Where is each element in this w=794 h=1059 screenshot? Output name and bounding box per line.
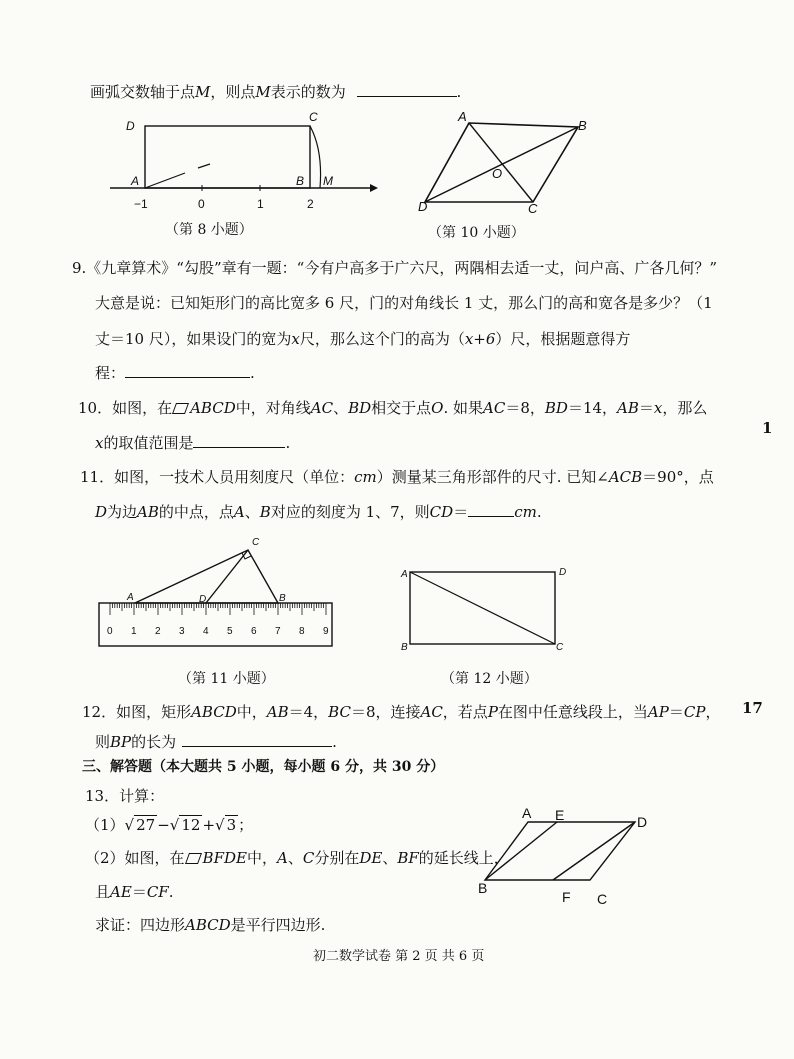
q13-text: ＝: [131, 883, 147, 901]
q12-text: 中，: [236, 703, 267, 721]
q10-answer-blank[interactable]: [193, 432, 285, 448]
label-c: C: [528, 201, 538, 216]
ruler-label: 5: [227, 626, 233, 637]
q8-answer-blank[interactable]: [357, 81, 457, 97]
label-a: A: [131, 174, 140, 188]
q13-text: 分别在: [314, 849, 360, 867]
label-c: C: [597, 891, 608, 907]
q11-text: 、: [244, 503, 260, 521]
parallelogram-abcd: [485, 822, 635, 880]
q10-text: ，那么: [662, 399, 708, 417]
var-x: x: [95, 434, 104, 452]
q10-text: ＝14，: [567, 399, 618, 417]
label-c: C: [252, 537, 260, 548]
q12-text: ＝8，连接: [350, 703, 421, 721]
q10-text: 中，对角线: [235, 399, 311, 417]
segment-df: [553, 822, 635, 880]
q11-text: 11．如图，一技术人员用刻度尺（单位：: [80, 468, 355, 486]
operator: −: [157, 816, 170, 834]
var: CD: [429, 503, 454, 521]
q13-line3: [95, 882, 174, 902]
var: ABCD: [191, 703, 237, 721]
label-d: D: [637, 814, 648, 830]
margin-mark: 17: [742, 699, 763, 717]
figure-10: [415, 110, 605, 215]
figure-13: [470, 800, 670, 910]
var: AE: [110, 883, 132, 901]
label-b: B: [296, 174, 305, 188]
q9-answer-blank[interactable]: [125, 362, 250, 378]
q9-line3: [95, 329, 630, 349]
var: A: [276, 849, 288, 867]
ruler-label: 3: [179, 626, 185, 637]
radicand: 12: [181, 816, 201, 834]
q11-text: ）测量某三角形部件的尺寸. 已知∠: [376, 468, 609, 486]
q12-text: 的长为: [131, 733, 177, 751]
ruler-label: 8: [299, 626, 305, 637]
var: C: [302, 849, 315, 867]
unit: cm: [514, 503, 537, 521]
q13-text: 中，: [246, 849, 277, 867]
label-d: D: [199, 594, 207, 605]
triangle-abc: [135, 550, 278, 603]
q12-text: 则: [95, 733, 111, 751]
ruler-label: 7: [275, 626, 281, 637]
var: BD: [544, 399, 568, 417]
parallelogram-icon: [172, 403, 189, 414]
unit: cm: [354, 468, 377, 486]
ruler-label: 1: [131, 626, 137, 637]
operator: +: [202, 816, 216, 834]
var: D: [95, 503, 108, 521]
q13-text: 求证：四边形: [95, 916, 186, 934]
q13-text: 的延长线上，: [418, 849, 509, 867]
var: AB: [617, 399, 639, 417]
q11-end: .: [536, 503, 542, 521]
label-b: B: [578, 118, 587, 133]
var: BC: [328, 703, 351, 721]
q10-text: 10．如图，在: [78, 399, 173, 417]
ruler-ticks: [110, 603, 326, 615]
diagonal-ac: [410, 572, 555, 644]
q10-text: 相交于点: [371, 399, 432, 417]
figure-12-caption: （第 12 小题）: [441, 671, 538, 687]
q9-text: 尺，那么这个门的高为（: [299, 330, 465, 348]
label-c: C: [556, 642, 564, 653]
ruler-label: 2: [155, 626, 161, 637]
label-o: O: [492, 166, 503, 181]
var: x: [653, 399, 663, 417]
q13-text: 、: [382, 849, 398, 867]
q10-line1: [78, 398, 707, 418]
q9-line2: 大意是说：已知矩形门的高比宽多 6 尺，门的对角线长 1 丈，那么门的高和宽各是多少？（1: [95, 294, 713, 312]
label-b: B: [279, 593, 286, 604]
label-d: D: [126, 119, 135, 133]
var: BP: [110, 733, 132, 751]
expr-x-plus-6: x+6: [464, 330, 496, 348]
arc: [310, 126, 321, 188]
q8-text: ，则点: [210, 83, 256, 101]
q11-text: ＝: [453, 503, 469, 521]
q11-line1: [80, 467, 714, 487]
q13-text: 是平行四边形.: [230, 916, 326, 934]
var: DE: [359, 849, 383, 867]
q10-text: ＝8，: [505, 399, 545, 417]
q11-line2: [95, 501, 542, 522]
page-footer: 初二数学试卷 第 2 页 共 6 页: [313, 949, 485, 964]
label-c: C: [309, 110, 318, 124]
figure-8-caption: （第 8 小题）: [165, 222, 253, 238]
q13-part1: [85, 815, 253, 835]
q9-text: 程：: [95, 364, 126, 382]
label-b: B: [401, 642, 408, 653]
var: AB: [266, 703, 289, 721]
var: A: [233, 503, 245, 521]
sqrt-icon: √ 27: [124, 816, 156, 834]
q10-text: . 如果: [443, 399, 484, 417]
axis-arrow-icon: [370, 184, 378, 192]
q8-text: 画弧交数轴于点: [90, 83, 196, 101]
q10-text: 的取值范围是: [103, 434, 194, 452]
var-m: M: [255, 83, 271, 101]
label-m: M: [323, 174, 333, 188]
label-f: F: [562, 889, 571, 905]
q13-text: 、: [287, 849, 303, 867]
dashed-line: [198, 164, 210, 168]
q10-text: 、: [333, 399, 349, 417]
var-x: x: [291, 330, 300, 348]
label-a: A: [401, 569, 408, 580]
q9-line1: 9.《九章算术》“勾股”章有一题：“今有户高多于广六尺，两隅相去适一丈，问户高、广各几何？”: [72, 259, 717, 277]
var: AC: [483, 399, 506, 417]
var: CP: [683, 703, 706, 721]
q8-end: .: [456, 83, 462, 101]
median-cd: [206, 550, 248, 603]
figure-8: [100, 105, 390, 215]
var: AB: [137, 503, 159, 521]
q12-text: 在图中任意线段上，当: [497, 703, 648, 721]
q8-text: 表示的数为: [270, 83, 346, 101]
label-a: A: [458, 109, 467, 124]
q13-text: .: [168, 883, 174, 901]
q11-text: 为边: [107, 503, 138, 521]
sqrt-icon: √ 12: [169, 816, 201, 834]
ruler-label: 6: [251, 626, 257, 637]
q12-text: ＝: [668, 703, 684, 721]
var: ABCD: [190, 399, 236, 417]
label-a: A: [522, 805, 532, 821]
q11-answer-blank[interactable]: [468, 501, 514, 517]
var-m: M: [195, 83, 211, 101]
var: AC: [310, 399, 334, 417]
margin-mark: 1: [762, 419, 773, 437]
q13-line4: [95, 915, 325, 935]
figure-10-caption: （第 10 小题）: [428, 225, 525, 241]
q12-text: ，若点: [442, 703, 488, 721]
label-e: E: [555, 807, 565, 823]
var: AC: [420, 703, 443, 721]
var: BF: [397, 849, 419, 867]
tick-label-neg1: −1: [134, 197, 148, 211]
q11-text: 的中点，点: [158, 503, 234, 521]
q8-tail-line: [90, 81, 461, 102]
q13-part2: [85, 848, 509, 868]
label-b: B: [478, 880, 488, 896]
figure-11-ruler: [98, 535, 338, 650]
q12-end: .: [332, 733, 337, 751]
label-a: A: [127, 592, 134, 603]
q12-line2: [95, 731, 337, 752]
q12-text: 12．如图，矩形: [82, 703, 192, 721]
q12-text: ，: [705, 703, 721, 721]
q10-end: .: [285, 434, 291, 452]
ruler-labels: [107, 626, 329, 637]
q11-text: ＝90°，点: [642, 468, 714, 486]
section-heading: 三、解答题（本大题共 5 小题，每小题 6 分，共 30 分）: [82, 759, 445, 775]
ruler-label: 9: [323, 626, 329, 637]
diagonal-ac: [469, 123, 533, 202]
var: O: [431, 399, 444, 417]
label-d: D: [418, 199, 428, 214]
var: AP: [647, 703, 669, 721]
label-d: D: [559, 567, 567, 578]
q13-text: ；: [238, 816, 254, 834]
q13-title: 13．计算：: [85, 787, 165, 805]
q12-line1: [82, 702, 720, 722]
q9-text: 丈＝10 尺），如果设门的宽为: [95, 330, 292, 348]
var: P: [487, 703, 498, 721]
radicand: 3: [226, 816, 237, 834]
tick-label-1: 1: [257, 197, 264, 211]
q10-text: ＝: [638, 399, 654, 417]
q13-text: （2）如图，在: [85, 849, 185, 867]
tick-label-2: 2: [307, 197, 314, 211]
q9-line4: [95, 362, 255, 383]
var: ABCD: [185, 916, 231, 934]
parallelogram-icon: [185, 853, 202, 864]
q12-text: ＝4，: [288, 703, 329, 721]
dashed-line: [145, 173, 185, 188]
q11-text: 对应的刻度为 1、7，则: [270, 503, 430, 521]
q13-text: （1）: [85, 816, 125, 834]
tick-label-0: 0: [198, 197, 205, 211]
figure-11-caption: （第 11 小题）: [178, 671, 275, 687]
q13-text: 且: [95, 883, 111, 901]
q12-answer-blank[interactable]: [182, 731, 332, 747]
var: CF: [146, 883, 169, 901]
var: BFDE: [202, 849, 247, 867]
ruler-label: 0: [107, 626, 113, 637]
q9-text: ）尺，根据题意得方: [495, 330, 631, 348]
ruler-label: 4: [203, 626, 209, 637]
figure-12: [398, 562, 578, 662]
sqrt-icon: √ 3: [215, 816, 237, 834]
var: ACB: [608, 468, 643, 486]
q10-line2: [95, 432, 290, 453]
var: BD: [348, 399, 372, 417]
var: B: [259, 503, 271, 521]
radicand: 27: [136, 816, 156, 834]
q9-end: .: [250, 364, 255, 382]
